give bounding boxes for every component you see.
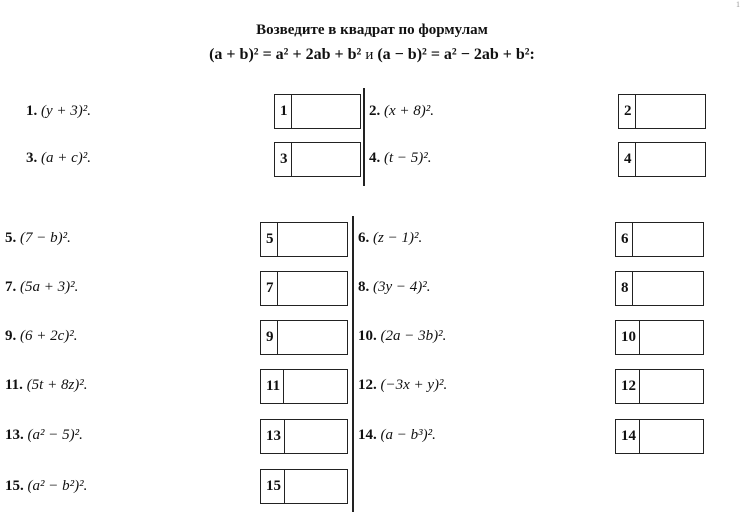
problem-2: [369, 103, 434, 120]
problem-11: [5, 377, 88, 394]
answer-box-8[interactable]: [615, 271, 704, 306]
problem-5: [5, 230, 71, 247]
problem-expression: (a − b³)².: [380, 427, 436, 443]
problem-expression: (a + c)².: [41, 150, 92, 166]
answer-box-label: 9: [261, 321, 278, 354]
answer-box-1[interactable]: [274, 94, 361, 129]
problem-number: 15.: [5, 478, 24, 494]
formula-conjunction: и: [365, 47, 374, 63]
problem-number: 6.: [358, 230, 370, 246]
problem-number: 14.: [358, 427, 377, 443]
answer-box-label: 13: [261, 420, 285, 453]
problem-expression: (t − 5)².: [384, 150, 432, 166]
problem-expression: (y + 3)².: [41, 103, 92, 119]
answer-box-label: 1: [275, 95, 292, 128]
problem-expression: (6 + 2c)².: [20, 328, 78, 344]
problem-expression: (7 − b)².: [20, 230, 71, 246]
answer-box-12[interactable]: [615, 369, 704, 404]
problem-expression: (−3x + y)².: [380, 377, 448, 393]
answer-box-label: 5: [261, 223, 278, 256]
answer-box-label: 12: [616, 370, 640, 403]
problem-number: 7.: [5, 279, 17, 295]
answer-box-11[interactable]: [260, 369, 348, 404]
answer-box-label: 15: [261, 470, 285, 503]
problem-number: 12.: [358, 377, 377, 393]
answer-box-3[interactable]: [274, 142, 361, 177]
problem-number: 8.: [358, 279, 370, 295]
answer-box-9[interactable]: [260, 320, 348, 355]
problem-10: [358, 328, 446, 345]
answer-box-label: 10: [616, 321, 640, 354]
formula-line: [0, 46, 744, 64]
formula-difference: (a − b)² = a² − 2ab + b²:: [377, 46, 535, 63]
problem-expression: (5a + 3)².: [20, 279, 79, 295]
problem-expression: (x + 8)².: [384, 103, 435, 119]
problem-number: 11.: [5, 377, 23, 393]
problem-number: 2.: [369, 103, 381, 119]
problem-14: [358, 427, 436, 444]
problem-number: 1.: [26, 103, 38, 119]
answer-box-label: 11: [261, 370, 284, 403]
problem-expression: (3y − 4)².: [373, 279, 431, 295]
answer-box-label: 2: [619, 95, 636, 128]
problem-number: 5.: [5, 230, 17, 246]
problem-number: 4.: [369, 150, 381, 166]
answer-box-label: 4: [619, 143, 636, 176]
answer-box-13[interactable]: [260, 419, 348, 454]
formula-sum: (a + b)² = a² + 2ab + b²: [209, 46, 362, 63]
problem-8: [358, 279, 431, 296]
problem-number: 13.: [5, 427, 24, 443]
answer-box-5[interactable]: [260, 222, 348, 257]
problem-number: 10.: [358, 328, 377, 344]
answer-box-7[interactable]: [260, 271, 348, 306]
problem-number: 9.: [5, 328, 17, 344]
corner-mark: 1: [736, 0, 740, 9]
answer-box-4[interactable]: [618, 142, 706, 177]
answer-box-label: 7: [261, 272, 278, 305]
problem-9: [5, 328, 78, 345]
divider-bottom: [352, 216, 354, 512]
problem-expression: (a² − b²)².: [27, 478, 88, 494]
answer-box-6[interactable]: [615, 222, 704, 257]
divider-top: [363, 88, 365, 186]
answer-box-label: 3: [275, 143, 292, 176]
problem-15: [5, 478, 87, 495]
answer-box-2[interactable]: [618, 94, 706, 129]
problem-expression: (z − 1)².: [373, 230, 423, 246]
answer-box-label: 6: [616, 223, 633, 256]
problem-1: [26, 103, 91, 120]
answer-box-14[interactable]: [615, 419, 704, 454]
problem-6: [358, 230, 422, 247]
answer-box-15[interactable]: [260, 469, 348, 504]
answer-box-label: 8: [616, 272, 633, 305]
problem-expression: (a² − 5)².: [27, 427, 83, 443]
problem-12: [358, 377, 447, 394]
problem-7: [5, 279, 78, 296]
answer-box-label: 14: [616, 420, 640, 453]
answer-box-10[interactable]: [615, 320, 704, 355]
page-title: Возведите в квадрат по формулам: [256, 22, 488, 38]
problem-13: [5, 427, 83, 444]
problem-expression: (2a − 3b)².: [380, 328, 447, 344]
problem-expression: (5t + 8z)².: [26, 377, 88, 393]
problem-number: 3.: [26, 150, 38, 166]
problem-4: [369, 150, 432, 167]
problem-3: [26, 150, 91, 167]
